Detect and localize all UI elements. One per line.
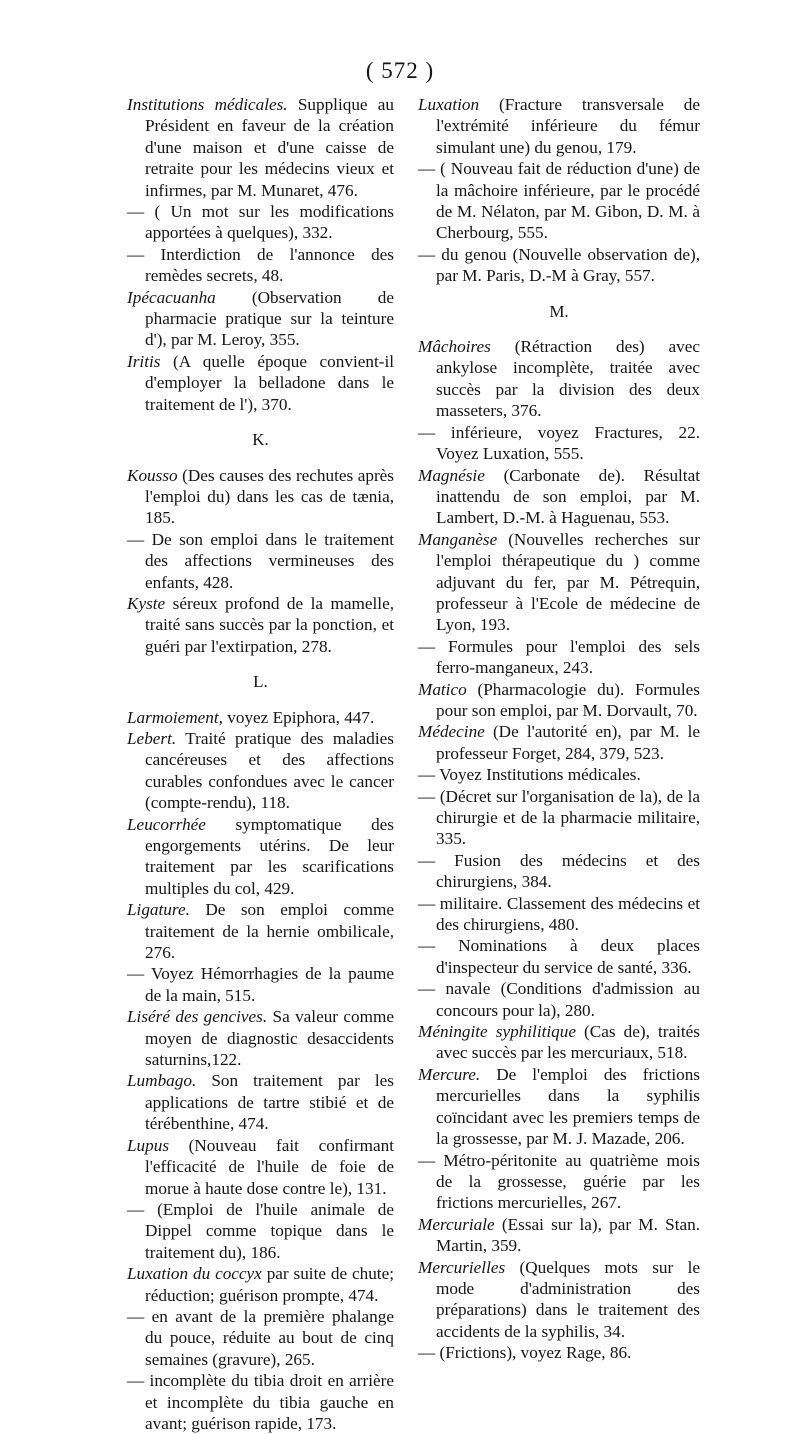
index-entry — [418, 721, 700, 764]
index-entry — [127, 465, 394, 529]
entry-headword: Mâchoires — [418, 337, 491, 357]
index-entry — [418, 244, 700, 287]
letter-heading: M. — [549, 301, 569, 321]
entry-text: — du genou (Nouvelle observation de), par M. Paris, D.-M à Gray, 557. — [418, 244, 700, 286]
entry-headword: Larmoiement, — [127, 707, 223, 727]
entry-text: (Des causes des rechutes après l'emploi du) dans les cas de tænia, 185. — [145, 465, 394, 528]
entry-text: (Fracture transversale de l'extrémité inférieure du fémur simulant une) du genou, 179. — [436, 95, 700, 157]
index-entry — [418, 465, 700, 529]
index-entry — [418, 1342, 700, 1363]
index-entry — [418, 679, 700, 722]
index-entry — [418, 764, 700, 785]
entry-headword: Lebert. — [127, 728, 177, 748]
index-entry — [127, 899, 394, 963]
index-entry — [418, 1150, 700, 1214]
entry-text: — Nominations à deux places d'inspecteur du service de santé, 336. — [418, 936, 700, 977]
index-entry — [127, 1006, 394, 1070]
entry-text: — Voyez Hémorrhagies de la paume de la main, 515. — [127, 964, 394, 1005]
entry-text: De son emploi comme traitement de la hernie ombilicale, 276. — [145, 900, 394, 963]
index-entry — [418, 636, 700, 679]
entry-text: — incomplète du tibia droit en arrière et incomplète du tibia gauche en avant; guérison rapide, 173. — [127, 1371, 394, 1433]
entry-text: par suite de chute; réduction; guérison prompte, 474. — [145, 1264, 394, 1305]
index-entry — [418, 529, 700, 636]
entry-text: — ( Nouveau fait de réduction d'une) de la mâchoire inférieure, par le procédé de M. Nélaton, par M. Gibon, D. M. à Cherbourg, 555. — [418, 159, 700, 243]
index-entry — [127, 244, 394, 287]
index-entry — [127, 1370, 394, 1434]
entry-text: voyez Epiphora, 447. — [222, 707, 375, 727]
entry-text: (Pharmacologie du). Formules pour son emploi, par M. Dorvault, 70. — [436, 679, 700, 720]
entry-text: — Voyez Institutions médicales. — [418, 765, 641, 785]
index-entry — [127, 287, 394, 351]
entry-text: (Essai sur la), par M. Stan. Martin, 359. — [436, 1214, 700, 1256]
entry-text: (Cas de), traités avec succès par les mercuriaux, 518. — [436, 1022, 700, 1063]
index-entry — [418, 1257, 700, 1343]
index-entry — [418, 1064, 700, 1150]
index-entry — [418, 422, 700, 465]
entry-text: séreux profond de la mamelle, traité sans succès par la ponction, et guéri par l'extirpation, 278. — [145, 593, 394, 656]
entry-headword: Iritis — [127, 351, 161, 371]
entry-text: De l'emploi des frictions mercurielles dans la syphilis coïncidant avec les premiers temps de la grossesse, par M. J. Mazade, 206. — [436, 1064, 700, 1149]
entry-headword: Médecine — [418, 722, 485, 742]
entry-headword: Lupus — [127, 1135, 170, 1155]
index-entry — [127, 593, 394, 657]
entry-text: Supplique au Président en faveur de la création d'une maison et d'une caisse de retraite pour les médecins vieux et infirmes, par M. Munaret, 476. — [145, 95, 394, 200]
entry-text: (A quelle époque convient-il d'employer la belladone dans le traitement de l'), 370. — [145, 351, 394, 414]
entry-headword: Matico — [418, 679, 467, 699]
index-entry — [418, 850, 700, 893]
index-entry — [418, 893, 700, 936]
entry-text: (Nouvelles recherches sur l'emploi thérapeutique du ) comme adjuvant du fer, par M. Pétrequin, professeur à l'Ecole de médecine de Lyon, 193. — [436, 529, 700, 635]
letter-heading: L. — [253, 672, 268, 692]
index-entry — [127, 814, 394, 900]
entry-headword: Luxation du coccyx — [127, 1264, 262, 1284]
entry-headword: Mercurielles — [418, 1257, 506, 1277]
entry-headword: Luxation — [418, 95, 480, 114]
entry-text: Traité pratique des maladies cancéreuses et des affections curables confondues avec le cancer (compte-rendu), 118. — [145, 728, 394, 813]
entry-headword: Mercure. — [418, 1064, 481, 1084]
index-entry — [127, 1199, 394, 1263]
index-entry — [127, 529, 394, 593]
entry-text: Sa valeur comme moyen de diagnostic desaccidents saturnins,122. — [145, 1007, 394, 1070]
index-entry — [418, 336, 700, 422]
entry-text: — militaire. Classement des médecins et des chirurgiens, 480. — [418, 893, 700, 935]
index-entry — [127, 201, 394, 244]
index-column-right — [418, 94, 700, 1364]
entry-text: — en avant de la première phalange du pouce, réduite au bout de cinq semaines (gravure), 265. — [127, 1306, 394, 1369]
index-entry — [127, 94, 394, 201]
entry-text: — De son emploi dans le traitement des affections vermineuses des enfants, 428. — [127, 529, 394, 592]
entry-text: — (Emploi de l'huile animale de Dippel comme topique dans le traitement du), 186. — [127, 1199, 394, 1262]
entry-headword: Kousso — [127, 465, 178, 485]
entry-text: — (Décret sur l'organisation de la), de la chirurgie et de la pharmacie militaire, 335. — [418, 786, 700, 849]
index-entry — [418, 978, 700, 1021]
entry-text: (Quelques mots sur le mode d'administration des préparations) dans le traitement des accidents de la syphilis, 34. — [436, 1257, 700, 1341]
entry-text: (Carbonate de). Résultat inattendu de son emploi, par M. Lambert, D.-M. à Haguenau, 553. — [436, 465, 700, 528]
letter-heading: K. — [252, 430, 269, 450]
entry-headword: Kyste — [127, 593, 166, 613]
index-entry — [127, 1070, 394, 1134]
entry-headword: Lumbago. — [127, 1071, 197, 1091]
index-entry — [127, 1263, 394, 1306]
index-entry — [418, 786, 700, 850]
entry-headword: Liséré des gencives. — [127, 1007, 268, 1027]
index-entry — [127, 351, 394, 415]
index-entry — [127, 1135, 394, 1199]
entry-text: — (Frictions), voyez Rage, 86. — [418, 1343, 632, 1363]
index-entry — [127, 1306, 394, 1370]
entry-text: — ( Un mot sur les modifications apportées à quelques), 332. — [127, 202, 394, 243]
entry-text: — inférieure, voyez Fractures, 22. Voyez Luxation, 555. — [418, 422, 700, 464]
entry-headword: Mercuriale — [418, 1214, 495, 1234]
entry-headword: Leucorrhée — [127, 814, 206, 834]
index-entry — [418, 94, 700, 158]
entry-text: — Formules pour l'emploi des sels ferro-manganeux, 243. — [418, 636, 700, 678]
entry-headword: Institutions médicales. — [127, 95, 288, 114]
index-entry — [418, 158, 700, 244]
index-entry — [418, 935, 700, 978]
entry-text: — Fusion des médecins et des chirurgiens, 384. — [418, 850, 700, 892]
index-column-left — [127, 94, 394, 1434]
index-entry — [127, 728, 394, 814]
index-entry — [418, 1214, 700, 1257]
index-entry — [127, 963, 394, 1006]
index-entry — [127, 707, 394, 728]
entry-text: symptomatique des engorgements utérins. De leur traitement par les scarifications multiples du col, 429. — [145, 814, 394, 898]
entry-text: (Rétraction des) avec ankylose incomplète, traitée avec succès par la division des deux masseters, 376. — [436, 337, 700, 421]
entry-headword: Magnésie — [418, 465, 485, 485]
entry-text: (De l'autorité en), par M. le professeur Forget, 284, 379, 523. — [436, 722, 700, 763]
entry-text: (Observation de pharmacie pratique sur la teinture d'), par M. Leroy, 355. — [145, 287, 394, 350]
entry-headword: Ligature. — [127, 900, 190, 920]
entry-text: — Métro-péritonite au quatrième mois de la grossesse, guérie par les frictions mercurielles, 267. — [418, 1150, 700, 1213]
entry-headword: Manganèse — [418, 529, 498, 549]
entry-text: — navale (Conditions d'admission au concours pour la), 280. — [418, 979, 700, 1020]
entry-headword: Ipécacuanha — [127, 287, 216, 307]
entry-text: — Interdiction de l'annonce des remèdes secrets, 48. — [127, 244, 394, 286]
entry-text: (Nouveau fait confirmant l'efficacité de l'huile de foie de morue à haute dose contre le), 131. — [145, 1135, 394, 1198]
index-entry — [418, 1021, 700, 1064]
page-number: ( 572 ) — [365, 58, 435, 83]
entry-text: Son traitement par les applications de tartre stibié et de térébenthine, 474. — [145, 1071, 394, 1134]
entry-headword: Méningite syphilitique — [418, 1022, 576, 1042]
